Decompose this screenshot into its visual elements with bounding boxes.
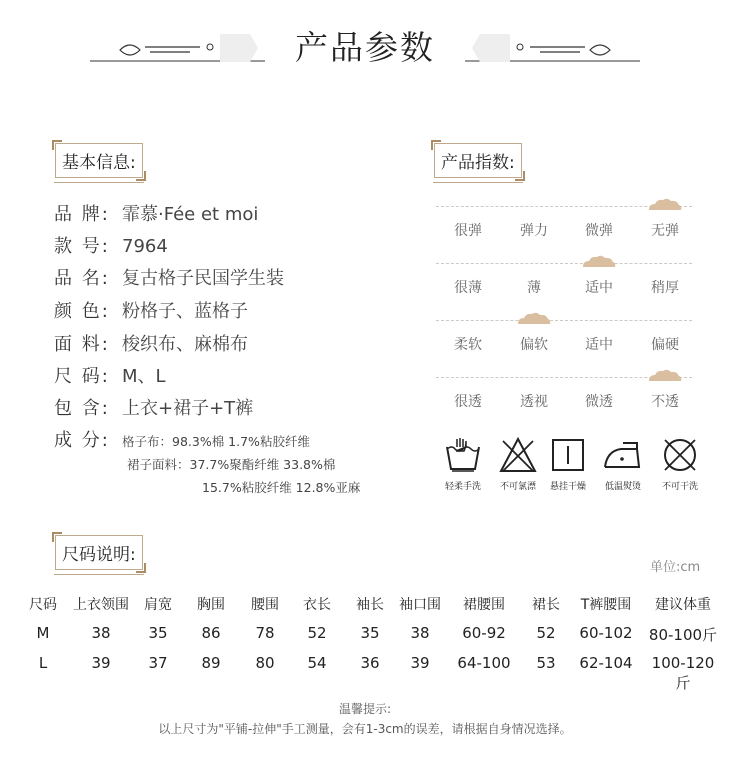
composition-line-3: 15.7%粘胶纤维 12.8%亚麻 [202, 480, 361, 495]
index-scale-word: 弹力 [520, 223, 548, 239]
size-table-cell: 80 [255, 654, 275, 672]
size-table-cell: 100-120斤 [651, 654, 715, 692]
product-index-heading-text: 产品指数: [441, 153, 515, 173]
index-scale-word: 偏软 [520, 337, 548, 353]
notice-text: 以上尺寸为"平铺-拉伸"手工测量，会有1-3cm的误差，请根据自身情况选择。 [158, 722, 572, 736]
unit-label: 单位:cm [650, 560, 701, 575]
info-label: 成 分: [54, 430, 110, 451]
index-scale-word: 适中 [585, 280, 613, 296]
no-bleach-icon [499, 437, 537, 473]
hang-dry-icon [549, 437, 587, 473]
care-item-low-iron [591, 437, 655, 492]
index-scale-word: 薄 [527, 280, 541, 296]
index-scale-word: 适中 [585, 337, 613, 353]
info-row-color [54, 297, 248, 327]
size-table-header: 袖口围 [399, 597, 441, 613]
size-table-header: 裙腰围 [463, 597, 505, 613]
size-table-cell: 80-100斤 [648, 626, 718, 644]
size-table-cell: L [38, 654, 48, 672]
index-scale-line [436, 320, 692, 321]
info-label: 包 含: [54, 398, 110, 419]
page-title: 产品参数 [295, 28, 435, 67]
info-value: 复古格子民国学生装 [122, 268, 284, 289]
index-marker-cloud-icon [647, 198, 683, 212]
info-value: 7964 [122, 236, 168, 257]
index-scale-word: 微弹 [585, 223, 613, 239]
size-table-header: 衣长 [303, 597, 331, 613]
index-scale-word: 偏硬 [651, 337, 679, 353]
index-scale-word: 无弹 [651, 223, 679, 239]
info-value: 粉格子、蓝格子 [122, 301, 248, 322]
size-table-cell: 52 [536, 624, 556, 642]
info-value: 梭织布、麻棉布 [122, 334, 248, 355]
size-table-cell: 60-92 [462, 624, 506, 642]
info-value: 霏慕·Fée et moi [122, 204, 259, 225]
info-row-fabric [54, 330, 248, 360]
index-scale-word: 透视 [520, 394, 548, 410]
product-index-scales [436, 200, 692, 410]
basic-info-heading-text: 基本信息: [62, 153, 136, 173]
size-table-cell: 38 [410, 624, 430, 642]
index-marker-cloud-icon [516, 312, 552, 326]
gentle-hand-wash-icon [444, 437, 482, 473]
size-table-cell: 78 [255, 624, 275, 642]
size-table-cell: 35 [360, 624, 380, 642]
index-marker-cloud-icon [647, 369, 683, 383]
info-label: 款 号: [54, 236, 110, 257]
size-table-cell: 37 [148, 654, 168, 672]
size-table-header: 裙长 [532, 597, 560, 613]
info-row-includes [54, 394, 253, 424]
info-label: 品 名: [54, 268, 110, 289]
info-row-product-name [54, 264, 284, 294]
index-scale-word: 很透 [454, 394, 482, 410]
size-guide-heading [55, 535, 143, 570]
care-label: 不可干洗 [661, 482, 698, 492]
size-table-cell: 35 [148, 624, 168, 642]
size-table-header: 腰围 [251, 597, 279, 613]
product-index-heading [434, 143, 522, 178]
info-label: 颜 色: [54, 301, 110, 322]
info-row-size [54, 362, 166, 392]
size-table-cell: 89 [201, 654, 221, 672]
size-table-cell: 53 [536, 654, 556, 672]
info-value: M、L [122, 366, 166, 387]
info-row-composition [54, 426, 310, 456]
index-scale-word: 很弹 [454, 223, 482, 239]
size-table-header: 上衣领围 [73, 597, 129, 613]
care-label: 轻柔手洗 [444, 482, 481, 492]
info-label: 品 牌: [54, 204, 110, 225]
info-label: 面 料: [54, 334, 110, 355]
size-table-cell: 38 [91, 624, 111, 642]
index-scale-word: 稍厚 [651, 280, 679, 296]
basic-info-heading [55, 143, 143, 178]
size-table-header: 肩宽 [144, 597, 172, 613]
size-table-header: 尺码 [29, 597, 57, 613]
info-label: 尺 码: [54, 366, 110, 387]
care-item-no-dry-clean [648, 437, 712, 492]
care-label: 悬挂干燥 [549, 482, 586, 492]
size-guide-heading-text: 尺码说明: [62, 545, 136, 565]
low-temp-iron-icon [603, 437, 643, 473]
info-value: 格子布：98.3%棉 1.7%粘胶纤维 [122, 434, 310, 449]
size-table-cell: 60-102 [579, 624, 633, 642]
size-table-cell: M [36, 624, 50, 642]
index-scale-word: 不透 [651, 394, 679, 410]
size-table-header: 建议体重 [655, 597, 711, 613]
index-scale-word: 很薄 [454, 280, 482, 296]
no-dry-clean-icon [661, 437, 699, 473]
size-table-cell: 39 [91, 654, 111, 672]
index-scale-word: 微透 [585, 394, 613, 410]
size-table-cell: 64-100 [457, 654, 511, 672]
info-row-brand [54, 200, 258, 230]
care-label: 低温熨烫 [604, 482, 641, 492]
size-table-cell: 62-104 [579, 654, 633, 672]
size-table-cell: 36 [360, 654, 380, 672]
info-value: 上衣+裙子+T裤 [122, 398, 254, 419]
size-table-cell: 86 [201, 624, 221, 642]
size-table-cell: 52 [307, 624, 327, 642]
size-table-header: T裤腰围 [580, 597, 632, 613]
care-label: 不可氯漂 [499, 482, 536, 492]
index-marker-cloud-icon [581, 255, 617, 269]
size-table-header: 胸围 [197, 597, 225, 613]
index-scale-line [436, 263, 692, 264]
size-table-cell: 54 [307, 654, 327, 672]
size-table-cell: 39 [410, 654, 430, 672]
index-scale-word: 柔软 [454, 337, 482, 353]
size-table-header: 袖长 [356, 597, 384, 613]
info-row-style-no [54, 232, 168, 262]
notice-title: 温馨提示: [338, 702, 392, 716]
composition-line-2: 裙子面料：37.7%聚酯纤维 33.8%棉 [127, 457, 336, 472]
